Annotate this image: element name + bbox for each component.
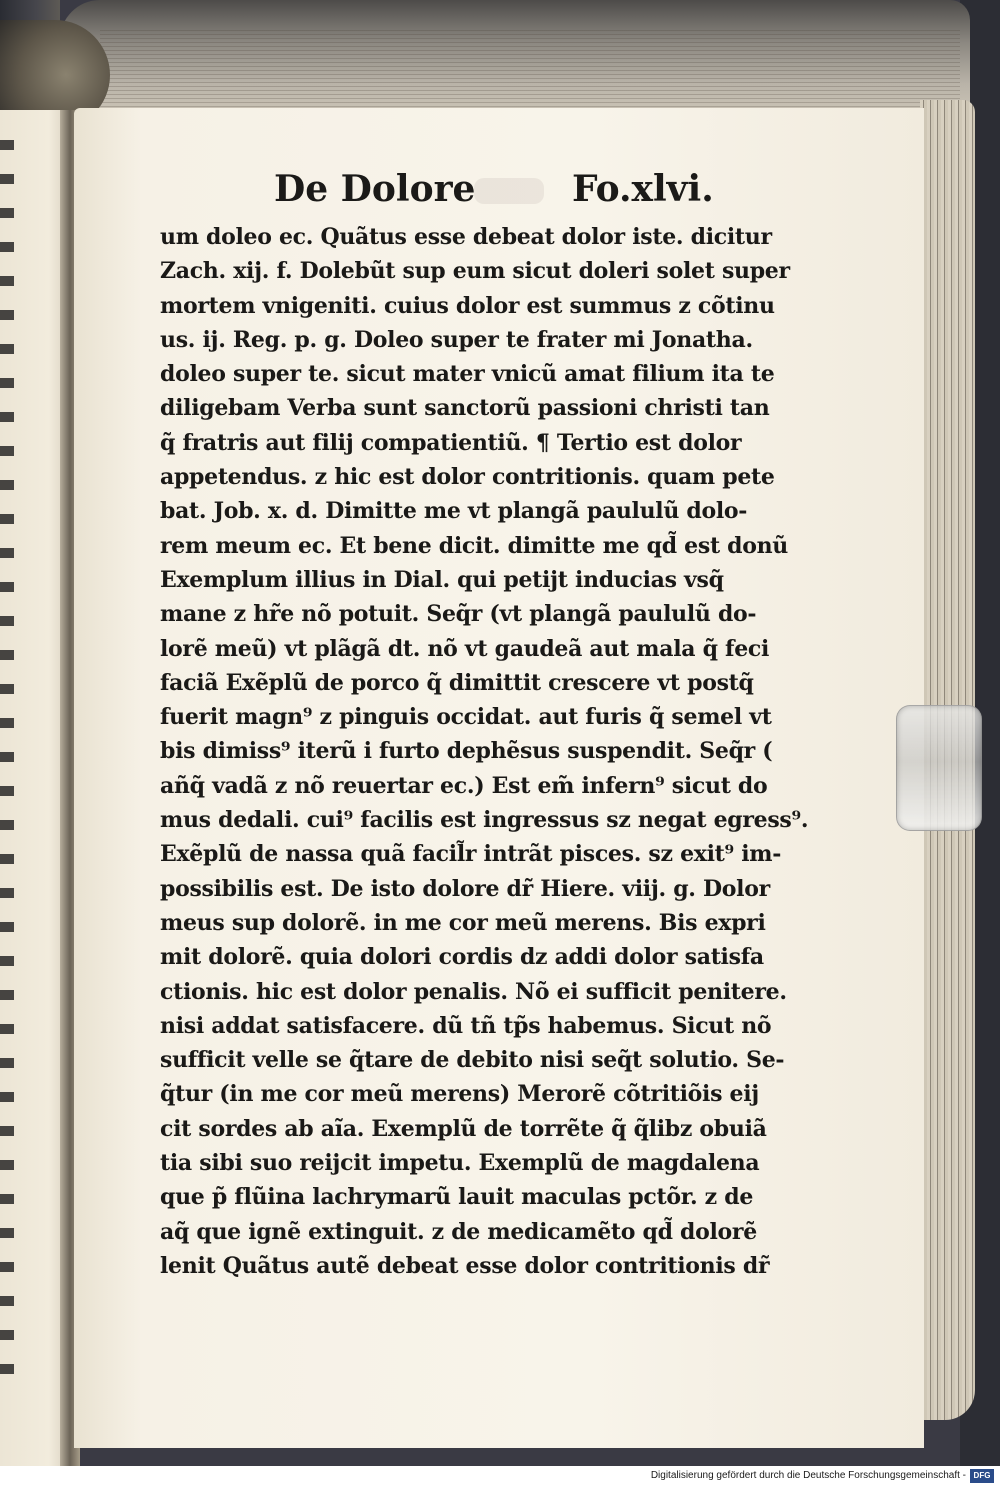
text-line: Exẽplũ de nassa quã facil̃r intrãt pisces. sz exit⁹ im- <box>160 841 782 868</box>
page-clip <box>896 705 982 831</box>
funding-credit: Digitalisierung gefördert durch die Deutsche Forschungsgemeinschaft - <box>650 1470 966 1481</box>
text-line: meus sup dolorẽ. in me cor meũ merens. Bis expri <box>160 909 766 936</box>
text-line: appetendus. z hic est dolor contritionis. quam pete <box>160 464 775 491</box>
running-head: De Dolore <box>274 168 476 210</box>
text-line: diligebam Verba sunt sanctorũ passioni christi tan <box>160 395 770 422</box>
text-line: bis dimiss⁹ iterũ i furto dephẽsus suspendit. Seq̃r ( <box>160 738 773 765</box>
text-line: us. ij. Reg. p. g. Doleo super te frater mi Jonatha. <box>160 326 753 353</box>
text-line: rem meum ec. Et bene dicit. dimitte me qd̃ est donũ <box>160 532 789 559</box>
text-line: q̃tur (in me cor meũ merens) Merorẽ cõtritiõis eij <box>160 1081 759 1108</box>
text-line: mortem vnigeniti. cuius dolor est summus z cõtinu <box>160 292 775 319</box>
text-line: tia sibi suo reijcit impetu. Exemplũ de magdalena <box>160 1150 760 1177</box>
text-line: ctionis. hic est dolor penalis. Nõ ei sufficit penitere. <box>160 978 787 1005</box>
text-line: lorẽ meũ) vt plãgã dt. nõ vt gaudeã aut mala q̃ feci <box>160 635 770 662</box>
text-line: mane z hr̃e nõ potuit. Seq̃r (vt plangã paululũ do- <box>160 601 757 628</box>
text-line: possibilis est. De isto dolore dr̃ Hiere. viij. g. Dolor <box>160 875 770 902</box>
text-line: Zach. xij. f. Dolebũt sup eum sicut doleri solet super <box>160 258 790 285</box>
footer-bar <box>0 1466 1000 1488</box>
body-text <box>160 220 850 1283</box>
text-line: sufficit velle se q̃tare de debito nisi seq̃t solutio. Se- <box>160 1047 785 1074</box>
text-line: mit dolorẽ. quia dolori cordis dz addi dolor satisfa <box>160 944 764 971</box>
text-line: q̃ fratris aut filij compatientiũ. ¶ Tertio est dolor <box>160 429 742 456</box>
text-line: nisi addat satisfacere. dũ tñ tp̃s habemus. Sicut nõ <box>160 1012 772 1039</box>
text-line: mus dedali. cui⁹ facilis est ingressus sz negat egress⁹. <box>160 807 809 834</box>
book-page <box>74 108 924 1448</box>
text-line: Exemplum illius in Dial. qui petijt inducias vsq̃ <box>160 566 724 593</box>
text-line: um doleo ec. Quãtus esse debeat dolor iste. dicitur <box>160 224 772 250</box>
page-header <box>74 168 924 218</box>
page-block-lines <box>100 30 960 110</box>
text-line: cit sordes ab aĩa. Exemplũ de torrẽte q̃ q̃libz obuiã <box>160 1115 767 1142</box>
text-line: aq̃ que ignẽ extinguit. z de medicamẽto qd̃ dolorẽ <box>160 1218 757 1245</box>
text-line: añq̃ vadã z nõ reuertar ec.) Est em̃ infern⁹ sicut do <box>160 772 768 799</box>
text-line: fuerit magn⁹ z pinguis occidat. aut furis q̃ semel vt <box>160 704 772 731</box>
text-line: bat. Job. x. d. Dimitte me vt plangã paululũ dolo- <box>160 498 748 525</box>
text-line: doleo super te. sicut mater vnicũ amat filium ita te <box>160 361 775 388</box>
folio-number: Fo.xlvi. <box>572 168 714 210</box>
text-line: faciã Exẽplũ de porco q̃ dimittit crescere vt postq̃ <box>160 669 754 696</box>
dfg-logo-icon: DFG <box>970 1469 994 1483</box>
text-line: que p̃ flũina lachrymarũ lauit maculas pctõr. z de <box>160 1184 754 1211</box>
text-line: lenit Quãtus autẽ debeat esse dolor contritionis dr̃ <box>160 1252 770 1279</box>
faint-mark <box>474 178 544 204</box>
left-page-text-fragment <box>0 140 14 1390</box>
